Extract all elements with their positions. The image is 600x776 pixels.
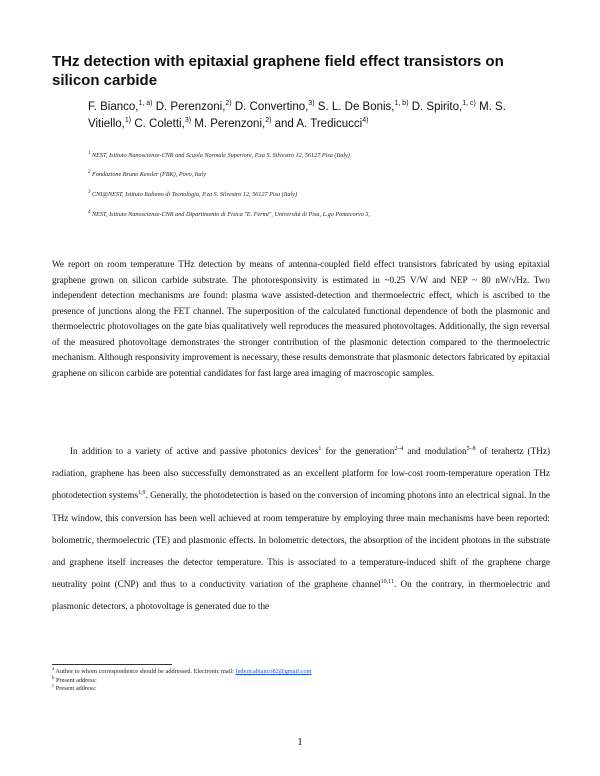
affiliation-text: CNI@NEST, Istituto Italiano di Tecnologia, P.za S. Silvestro 12, 56127 Pisa (Italy) bbox=[92, 191, 298, 198]
author-affiliation-mark: 3) bbox=[308, 100, 315, 108]
body-text bbox=[52, 440, 550, 618]
email-link[interactable]: federicabianco82@gmail.com bbox=[235, 668, 312, 675]
footnotes bbox=[52, 668, 550, 694]
footnote-text: Present address: bbox=[54, 685, 97, 693]
affiliation-text: Fondazione Bruno Kessler (FBK), Povo, Italy bbox=[92, 171, 206, 178]
author-affiliation-mark: 1) bbox=[124, 117, 132, 125]
footnote-c bbox=[52, 685, 550, 694]
affiliation-number: 1 bbox=[88, 150, 91, 156]
citation-ref: 10,11 bbox=[380, 579, 394, 586]
affiliation-1 bbox=[88, 151, 548, 160]
affiliation-text: NEST, Istituto Nanoscienze-CNR and Scuola Normale Superiore, P.za S. Silvestro 12, 56127 Pisa (Italy) bbox=[92, 152, 350, 159]
affiliation-2 bbox=[88, 170, 548, 179]
body-paragraph bbox=[52, 440, 550, 618]
author-name: and A. Tredicucci bbox=[274, 118, 363, 130]
author-affiliation-mark: 1, b) bbox=[394, 100, 409, 108]
body-text-span: In addition to a variety of active and passive photonics devices bbox=[70, 446, 319, 456]
body-text-span: for the generation bbox=[321, 446, 395, 456]
footnote-text: Author to whom correspondence should be addressed. Electronic mail: bbox=[54, 668, 236, 675]
author-affiliation-mark: 2) bbox=[265, 117, 272, 125]
footnote-mark: a bbox=[52, 666, 55, 672]
body-text-span: of terahertz (THz) radiation, graphene has been also successfully demonstrated as an excellent platform for low-cost room-temperature operation THz photodetection systems bbox=[52, 446, 550, 501]
author-name: D. Perenzoni, bbox=[155, 101, 226, 113]
author-affiliation-mark: 2) bbox=[225, 100, 232, 108]
footnote-a bbox=[52, 668, 550, 677]
affiliation-number: 3 bbox=[88, 189, 91, 195]
author-affiliation-mark: 1, c) bbox=[462, 100, 476, 108]
citation-ref: 2–4 bbox=[394, 445, 404, 452]
author-name: S. L. De Bonis, bbox=[317, 101, 395, 113]
body-text-span: . Generally, the photodetection is based on the conversion of incoming photons into an electrical signal. In the THz window, this conversion has been well achieved at room temperature by employing three main mechanisms have been reported: bolometric, thermoelectric (TE) and plasmonic effects. In bolometric detectors, the absorption of the incident photons in the substrate and graphene itself increases the detector temperature. This is associated to a temperature-induced shift of the graphene charge neutrality point (CNP) and thus to a conductivity variation of the graphene channel bbox=[52, 490, 551, 590]
author-name: F. Bianco, bbox=[88, 101, 139, 113]
body-text-span: and modulation bbox=[403, 446, 467, 456]
affiliation-number: 2 bbox=[88, 169, 91, 175]
author-affiliation-mark: 3) bbox=[184, 117, 192, 125]
citation-ref: 1,9 bbox=[138, 490, 146, 497]
body-text-span: . On the contrary, in thermoelectric and plasmonic detectors, a photovoltage is generated due to the bbox=[52, 579, 550, 612]
author-list bbox=[88, 99, 528, 133]
author-name: C. Coletti, bbox=[134, 118, 185, 130]
footnote-b bbox=[52, 677, 550, 686]
author-name: D. Spirito, bbox=[411, 101, 463, 113]
paper-title: THz detection with epitaxial graphene field effect transistors on silicon carbide bbox=[52, 53, 504, 89]
footnote-text: Present address: bbox=[54, 676, 97, 684]
citation-ref: 5–8 bbox=[466, 445, 476, 452]
footnote-divider bbox=[52, 664, 172, 665]
abstract-paragraph: We report on room temperature THz detection by means of antenna-coupled field effect transistors fabricated by using epitaxial graphene grown on silicon carbide substrate. The photoresponsivity is estimated in ~0.25 V/W and NEP ~ 80 nW/√Hz. Two independent detection mechanisms are found: plasma wave assisted-detection and thermoelectric effect, which is ascribed to the presence of junctions along the FET channel. The superposition of the calculated functional dependence of both the plasmonic and thermoelectric photovoltages on the gate bias qualitatively well reproduces the measured photovoltages. Additionally, the sign reversal of the measured photovoltage demonstrates the stronger contribution of the plasmonic detection compared to the thermoelectric mechanism. Although responsivity improvement is necessary, these results demonstrate that plasmonic detectors fabricated by epitaxial graphene on silicon carbide are potential candidates for fast large area imaging of macroscopic samples. bbox=[52, 259, 550, 378]
footnote-mark: b bbox=[52, 675, 55, 681]
author-name: M. S. Vitiello, bbox=[88, 101, 506, 130]
citation-ref: 1 bbox=[318, 445, 322, 452]
footnote-mark: c bbox=[52, 684, 55, 690]
page-number: 1 bbox=[297, 736, 303, 748]
author-name: D. Convertino, bbox=[234, 101, 309, 113]
affiliation-number: 4 bbox=[88, 209, 91, 215]
affiliation-3 bbox=[88, 190, 548, 199]
affiliation-text: NEST, Istituto Nanoscienze-CNR and Dipartimento di Fisica "E. Fermi", Università di Pisa, L.go Pontecorvo 3, bbox=[92, 211, 371, 218]
author-name: M. Perenzoni, bbox=[194, 118, 266, 130]
author-affiliation-mark: 1, a) bbox=[138, 100, 153, 108]
author-affiliation-mark: 4) bbox=[362, 117, 369, 125]
affiliation-4 bbox=[88, 210, 548, 219]
